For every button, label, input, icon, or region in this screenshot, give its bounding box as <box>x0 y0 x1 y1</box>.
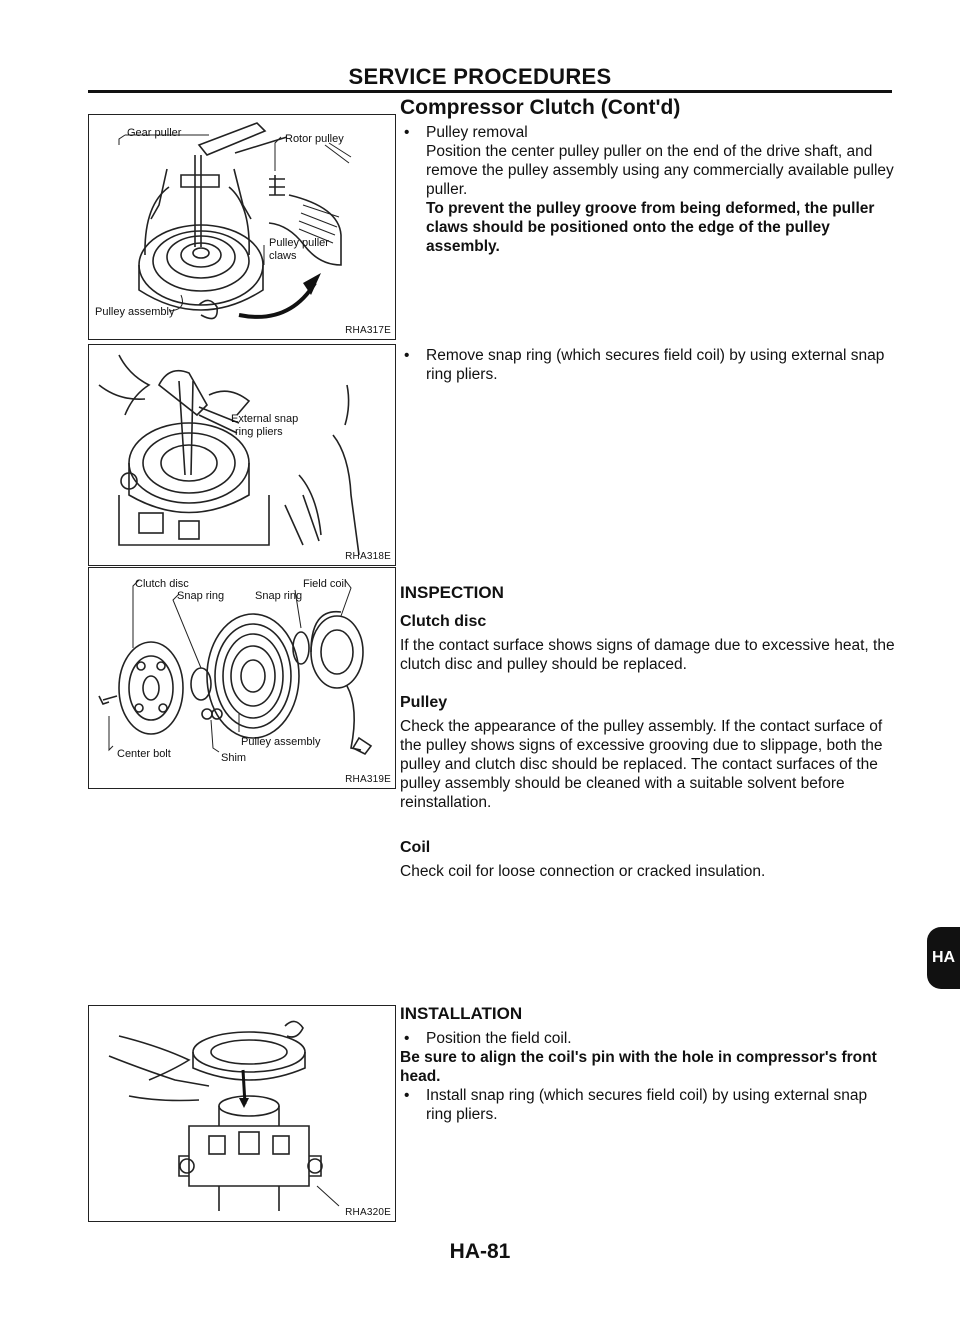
installation-warning: Be sure to align the coil's pin with the hole in compressor's front head. <box>400 1049 877 1085</box>
bullet-dot: • <box>404 1087 410 1104</box>
label-center-bolt: Center bolt <box>117 748 171 760</box>
pulley-text: Check the appearance of the pulley assembly. If the contact surface of the pulley shows signs of excessive grooving due to slippage, both the pulley and clutch disc should be replaced. The contact surfaces of the pulley assembly should be cleaned with a suitable solvent before reinstallation. <box>400 718 883 811</box>
figure-installation <box>88 1005 396 1222</box>
installation-heading: INSTALLATION <box>400 1004 523 1023</box>
pulley-removal-heading: Pulley removal <box>426 124 528 141</box>
clutch-disc-heading: Clutch disc <box>400 613 487 630</box>
snap-ring-removal-item <box>400 346 896 384</box>
snap-ring-removal-text: Remove snap ring (which secures field coil) by using external snap ring pliers. <box>426 347 885 383</box>
figure-code: RHA320E <box>345 1207 391 1218</box>
label-gear-puller: Gear puller <box>127 127 182 139</box>
coil-text: Check coil for loose connection or cracked insulation. <box>400 863 766 880</box>
figure-pulley-removal <box>88 114 396 340</box>
inspection-block <box>400 583 896 881</box>
figure-clutch-components <box>88 567 396 789</box>
pulley-removal-warning: To prevent the pulley groove from being deformed, the puller claws should be positioned onto the edge of the pulley assembly. <box>426 200 875 255</box>
section-title: Compressor Clutch (Cont'd) <box>400 96 681 119</box>
installation-step-2-text: Install snap ring (which secures field coil) by using external snap ring pliers. <box>426 1087 868 1123</box>
figure-code: RHA319E <box>345 774 391 785</box>
label-rotor-pulley: Rotor pulley <box>285 133 344 145</box>
figure-code: RHA317E <box>345 325 391 336</box>
installation-step-1-text: Position the field coil. <box>426 1030 572 1047</box>
coil-heading: Coil <box>400 839 431 856</box>
label-pulley-assembly: Pulley assembly <box>241 736 321 748</box>
section-tab-ha: HA <box>927 927 960 989</box>
label-external-snap: External snap <box>231 413 299 425</box>
page-header-title: SERVICE PROCEDURES <box>348 64 612 89</box>
header-rule <box>88 90 892 93</box>
bullet-dot: • <box>404 124 410 141</box>
snap-ring-pliers-illustration <box>89 345 396 566</box>
label-snap-ring-2: Snap ring <box>255 590 303 602</box>
label-pulley-puller-claws: Pulley puller <box>269 237 329 249</box>
bullet-dot: • <box>404 1030 410 1047</box>
installation-step-1 <box>400 1029 896 1048</box>
pulley-removal-item <box>400 123 896 256</box>
label-field-coil: Field coil <box>303 578 347 590</box>
clutch-disc-text: If the contact surface shows signs of damage due to excessive heat, the clutch disc and pulley should be replaced. <box>400 637 895 673</box>
label-external-snap-2: ring pliers <box>235 426 283 438</box>
installation-illustration <box>89 1006 396 1222</box>
pulley-removal-text: Position the center pulley puller on the end of the drive shaft, and remove the pulley assembly using any commercially available pulley puller. <box>426 143 894 198</box>
bullet-dot: • <box>404 347 410 364</box>
page-number: HA-81 <box>449 1240 511 1263</box>
label-pulley-assembly: Pulley assembly <box>95 306 175 318</box>
installation-block <box>400 1004 896 1124</box>
pulley-heading: Pulley <box>400 694 448 711</box>
label-shim: Shim <box>221 752 247 764</box>
label-clutch-disc: Clutch disc <box>135 578 189 590</box>
pulley-removal-block <box>400 123 896 256</box>
snap-ring-removal-block <box>400 346 896 384</box>
figure-snap-ring-removal <box>88 344 396 566</box>
installation-step-2 <box>400 1086 896 1124</box>
label-pulley-puller-claws-2: claws <box>269 250 297 262</box>
figure-code: RHA318E <box>345 551 391 562</box>
inspection-heading: INSPECTION <box>400 583 504 602</box>
label-snap-ring: Snap ring <box>177 590 225 602</box>
